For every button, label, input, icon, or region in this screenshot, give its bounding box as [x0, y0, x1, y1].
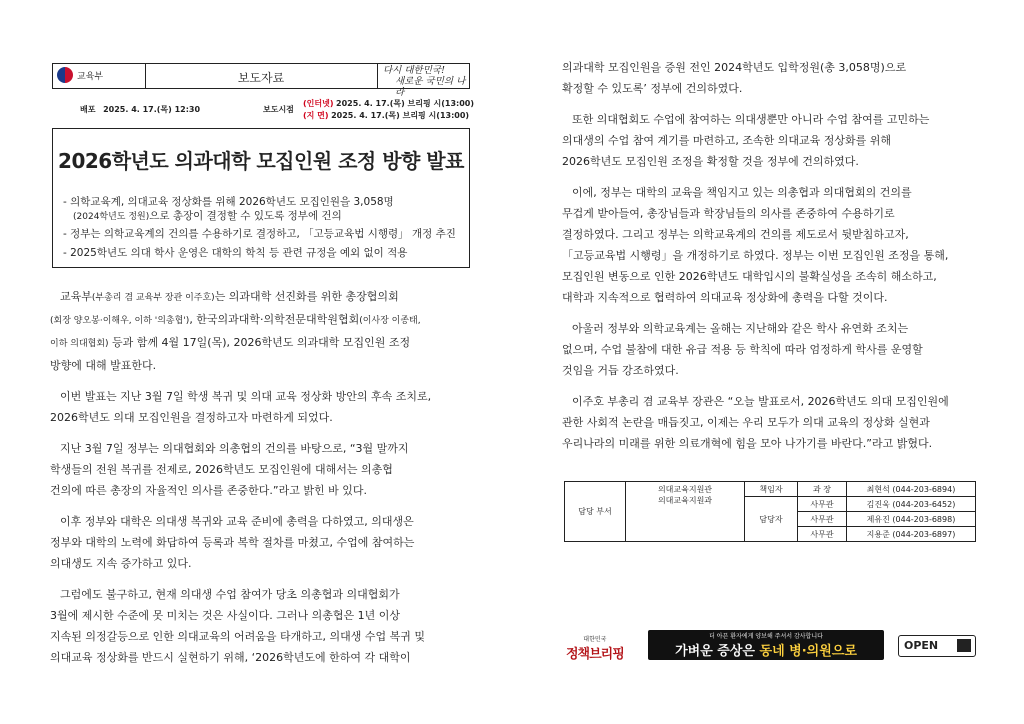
paragraph: 이주호 부총리 겸 교육부 장관은 “오늘 발표로서, 2026학년도 의대 모집인원에 관한 사회적 논란을 매듭짓고, 이제는 우리 모두가 의대 교육의 정상화 실현과 우리나라의 미래를 위한 의료개혁에 힘을 모아 나가기를 바란다.”라고 밝혔다. [562, 395, 949, 450]
embargo-label: 보도시점 [263, 105, 294, 114]
charge-label: 담당자 [745, 497, 798, 542]
body-left [50, 286, 474, 668]
ministry-name: 교육부 [77, 71, 104, 82]
slogan: 다시 대한민국! 새로운 국민의 나라 [383, 65, 466, 98]
body-right [562, 57, 978, 454]
online-embargo: (인터넷) 2025. 4. 17.(목) 브리핑 시(13:00) [303, 99, 474, 108]
paragraph: 이후 정부와 대학은 의대생 복귀와 교육 준비에 총력을 다하였고, 의대생은 정부와 대학의 노력에 화답하여 등록과 복학 절차를 마쳤고, 수업에 참여하는 의대생도 지속 증가하고 있다. [50, 515, 415, 570]
paragraph: 교육부(부총리 겸 교육부 장관 이주호)는 의과대학 선진화를 위한 총장협의회 (회장 양오봉·이해우, 이하 '의총협'), 한국의과대학·의학전문대학원협회(이사장 이종태, 이하 의대협회) 등과 함께 4월 17일(목), 2026학년도 의과대학 모집인원 조정 방향에 대해 발표한다. [50, 290, 421, 372]
contact-role: 사무관 [798, 512, 847, 527]
paragraph: 이번 발표는 지난 3월 7일 학생 복귀 및 의대 교육 정상화 방안의 후속 조치로, 2026학년도 의대 모집인원을 결정하고자 마련하게 되었다. [50, 390, 432, 424]
headline-box [52, 128, 470, 268]
dept-names: 의대교육지원관 의대교육지원과 [626, 482, 745, 542]
contact-person: 최현석 (044-203-6894) [847, 482, 976, 497]
contact-person: 김진욱 (044-203-6452) [847, 497, 976, 512]
contact-role: 과 장 [798, 482, 847, 497]
contact-table [564, 481, 976, 542]
headline: 2026학년도 의과대학 모집인원 조정 방향 발표 [58, 149, 464, 173]
press-release-title: 보도자료 [237, 71, 285, 85]
contact-role: 사무관 [798, 527, 847, 542]
contact-person: 제유진 (044-203-6898) [847, 512, 976, 527]
paragraph: 또한 의대협회도 수업에 참여하는 의대생뿐만 아니라 수업 참여를 고민하는 의대생의 수업 참여 계기를 마련하고, 조속한 의대교육 정상화를 위해 2026학년도 모집인원 조정을 확정할 것을 정부에 건의하였다. [562, 113, 930, 168]
summary-bullet-3: - 2025학년도 의대 학사 운영은 대학의 학칙 등 관련 규정을 예외 없이 적용 [63, 247, 408, 259]
contact-person: 지용준 (044-203-6897) [847, 527, 976, 542]
paragraph: 아울러 정부와 의학교육계는 올해는 지난해와 같은 학사 유연화 조치는 없으며, 수업 불참에 대한 유급 적용 등 학칙에 따라 엄정하게 학사를 운영할 것임을 거듭 강조하였다. [562, 322, 923, 377]
summary-bullet-2: - 정부는 의학교육계의 건의를 수용하기로 결정하고, 「고등교육법 시행령」 개정 추진 [63, 228, 456, 240]
open-license-badge: OPEN [898, 635, 976, 657]
campaign-banner: 더 아픈 환자에게 양보해 주셔서 감사합니다 가벼운 증상은 동네 병·의원으로 [648, 630, 884, 660]
policy-briefing-logo: 대한민국 정책브리핑 [566, 636, 624, 662]
press-header [52, 63, 470, 98]
taeguk-emblem-icon [57, 67, 73, 83]
paragraph: 그럼에도 불구하고, 현재 의대생 수업 참여가 당초 의총협과 의대협회가 3월에 제시한 수준에 못 미치는 것은 사실이다. 그러나 의총협은 1년 이상 지속된 의정갈등으로 인한 의대교육의 어려움을 타개하고, 의대생 수업 복귀 및 의대교육 정상화를 반드시 실현하기 위해, ‘2026학년도에 한하여 각 대학이 [50, 588, 425, 664]
release-info: 배포 2025. 4. 17.(목) 12:30 [80, 105, 201, 114]
paragraph: 지난 3월 7일 정부는 의대협회와 의총협의 건의를 바탕으로, “3월 말까지 학생들의 전원 복귀를 전제로, 2026학년도 모집인원에 대해서는 의총협 건의에 따른 총장의 자율적인 의사를 존중한다.”라고 밝힌 바 있다. [50, 442, 409, 497]
header-divider [377, 64, 378, 88]
paper-embargo: (지 면) 2025. 4. 17.(목) 브리핑 시(13:00) [303, 111, 470, 120]
license-icon [957, 639, 971, 652]
ministry-logo [57, 67, 103, 83]
dept-label: 담당 부서 [565, 482, 626, 542]
resp-label: 책임자 [745, 482, 798, 497]
paragraph: 이에, 정부는 대학의 교육을 책임지고 있는 의총협과 의대협회의 건의를 무겁게 받아들여, 총장님들과 학장님들의 의사를 존중하여 수용하기로 결정하였다. 그리고 정부는 의학교육계의 건의를 제도로서 뒷받침하고자, 「고등교육법 시행령」을 개정하기로 하였다. 정부는 이번 모집인원 조정을 통해, 모집인원 변동으로 인한 2026학년도 대학입시의 불확실성을 조속히 해소하고, 대학과 지속적으로 협력하여 의대교육 정상화에 총력을 다할 것이다. [562, 186, 949, 304]
summary-bullet-1: - 의학교육계, 의대교육 정상화를 위해 2026학년도 모집인원을 3,058명 (2024학년도 정원)으로 총장이 결정할 수 있도록 정부에 건의 [63, 196, 394, 222]
paragraph: 의과대학 모집인원을 증원 전인 2024학년도 입학정원(총 3,058명)으로 확정할 수 있도록’ 정부에 건의하였다. [562, 61, 907, 95]
contact-role: 사무관 [798, 497, 847, 512]
